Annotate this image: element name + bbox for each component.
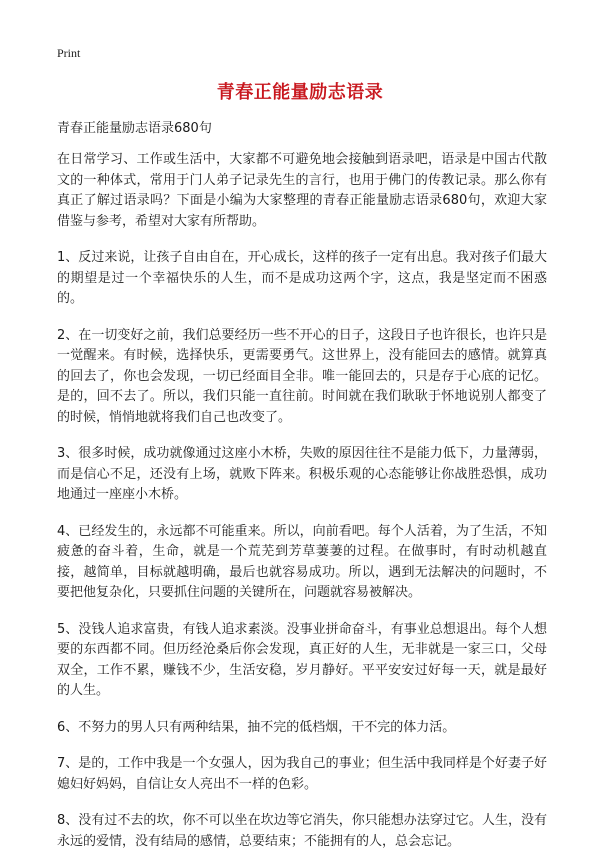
document-subtitle: 青春正能量励志语录680句 — [57, 121, 212, 136]
quote-paragraph-7: 7、是的，工作中我是一个女强人，因为我自己的事业；但生活中我同样是个好妻子好媳妇好妈妈，自信让女人亮出不一样的色彩。 — [57, 756, 547, 792]
quote-paragraph-4: 4、已经发生的，永远都不可能重来。所以，向前看吧。每个人活着，为了生活，不知疲惫的奋斗着，生命，就是一个荒芜到芳草萋萋的过程。在做事时，有时动机越直接，越简单，目标就越明确，最后也就容易成功。所以，遇到无法解决的问题时，不要把他复杂化，只要抓住问题的关键所在，问题就容易被解决。 — [57, 523, 547, 600]
quote-paragraph-5: 5、没钱人追求富贵，有钱人追求素淡。没事业拼命奋斗，有事业总想退出。每个人想要的东西都不同。但历经沧桑后你会发现，真正好的人生，无非就是一家三口，父母双全，工作不累，赚钱不少，生活安稳，岁月静好。平平安安过好每一天，就是最好的人生。 — [57, 621, 547, 698]
quote-paragraph-1: 1、反过来说，让孩子自由自在，开心成长，这样的孩子一定有出息。我对孩子们最大的期望是过一个幸福快乐的人生，而不是成功这两个字，这点，我是坚定而不困惑的。 — [57, 250, 547, 306]
quote-paragraph-6: 6、不努力的男人只有两种结果，抽不完的低档烟，干不完的体力活。 — [57, 719, 456, 735]
intro-paragraph: 在日常学习、工作或生活中，大家都不可避免地会接触到语录吧，语录是中国古代散文的一种体式，常用于门人弟子记录先生的言行，也用于佛门的传教记录。那么你有真正了解过语录吗？下面是小编为大家整理的青春正能量励志语录680句，欢迎大家借鉴与参考，希望对大家有所帮助。 — [57, 152, 547, 229]
quote-paragraph-2: 2、在一切变好之前，我们总要经历一些不开心的日子，这段日子也许很长，也许只是一觉醒来。有时候，选择快乐，更需要勇气。这世界上，没有能回去的感情。就算真的回去了，你也会发现，一切已经面目全非。唯一能回去的，只是存于心底的记忆。是的，回不去了。所以，我们只能一直往前。时间就在我们耿耿于怀地说别人都变了的时候，悄悄地就将我们自己也改变了。 — [57, 327, 547, 425]
document-body — [57, 150, 547, 868]
page-title: 青春正能量励志语录 — [216, 82, 384, 103]
quote-paragraph-8: 8、没有过不去的坎，你不可以坐在坎边等它消失，你只能想办法穿过它。人生，没有永远的爱情，没有结局的感情，总要结束；不能拥有的人，总会忘记。 — [57, 813, 547, 849]
quote-paragraph-3: 3、很多时候，成功就像通过这座小木桥，失败的原因往往不是能力低下，力量薄弱，而是信心不足，还没有上场，就败下阵来。积极乐观的心态能够让你战胜恐惧，成功地通过一座座小木桥。 — [57, 446, 547, 502]
print-link[interactable]: Print — [57, 46, 81, 60]
